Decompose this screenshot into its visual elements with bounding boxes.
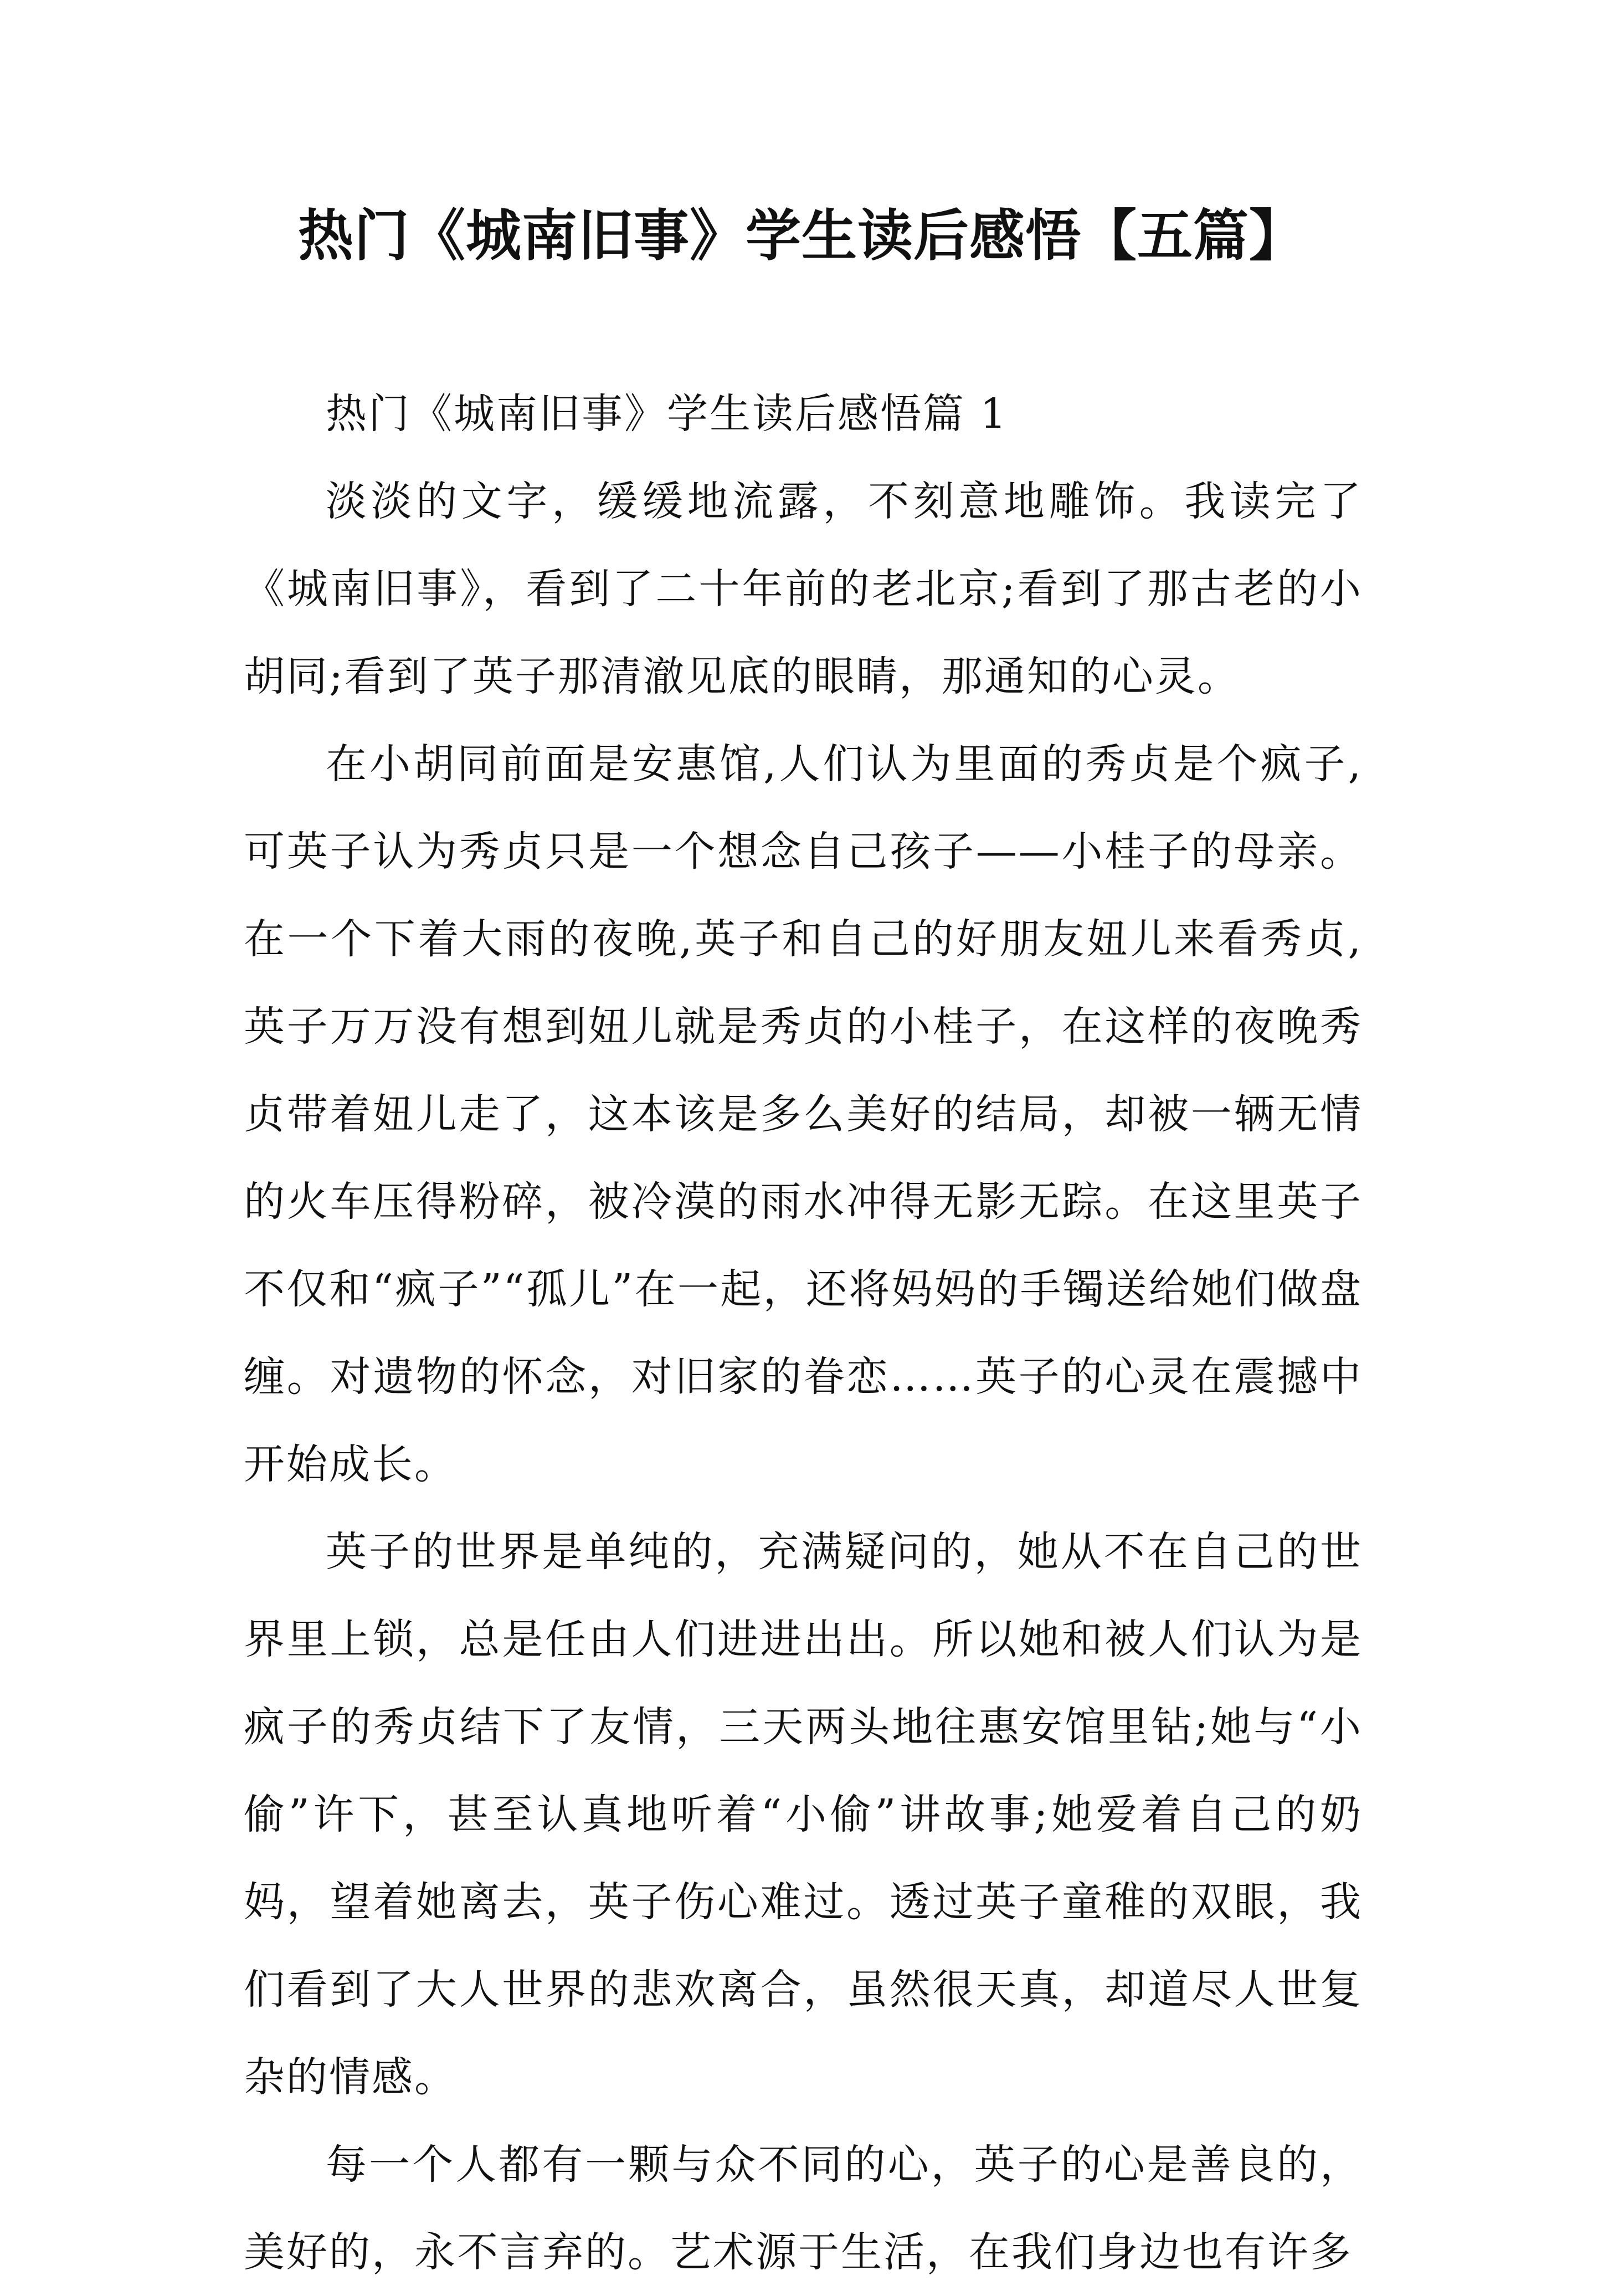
section-heading: 热门《城南旧事》学生读后感悟篇 1 [326,390,1008,438]
paragraph: 淡淡的文字，缓缓地流露，不刻意地雕饰。我读完了《城南旧事》，看到了二十年前的老北京;看到了那古老的小胡同;看到了英子那清澈见底的眼睛，那通知的心灵。 [244,478,1363,700]
paragraph: 英子的世界是单纯的，充满疑问的，她从不在自己的世界里上锁，总是任由人们进进出出。所以她和被人们认为是疯子的秀贞结下了友情，三天两头地往惠安馆里钻;她与“小偷”许下，甚至认真地听着“小偷”讲故事;她爱着自己的奶妈，望着她离去，英子伤心难过。透过英子童稚的双眼，我们看到了大人世界的悲欢离合，虽然很天真，却道尽人世复杂的情感。 [244,1528,1363,2101]
paragraph: 在小胡同前面是安惠馆,人们认为里面的秀贞是个疯子,可英子认为秀贞只是一个想念自己孩子——小桂子的母亲。在一个下着大雨的夜晚,英子和自己的好朋友妞儿来看秀贞,英子万万没有想到妞儿就是秀贞的小桂子，在这样的夜晚秀贞带着妞儿走了，这本该是多么美好的结局，却被一辆无情的火车压得粉碎，被冷漠的雨水冲得无影无踪。在这里英子不仅和“疯子”“孤儿”在一起，还将妈妈的手镯送给她们做盘缠。对遗物的怀念，对旧家的眷恋……英子的心灵在震撼中开始成长。 [244,740,1363,1488]
document-title: 热门《城南旧事》学生读后感悟【五篇】 [298,203,1305,268]
paragraph: 每一个人都有一颗与众不同的心，英子的心是善良的，美好的，永不言弃的。艺术源于生活，在我们身边也有许多 [244,2141,1363,2276]
document-body [244,370,1363,2296]
